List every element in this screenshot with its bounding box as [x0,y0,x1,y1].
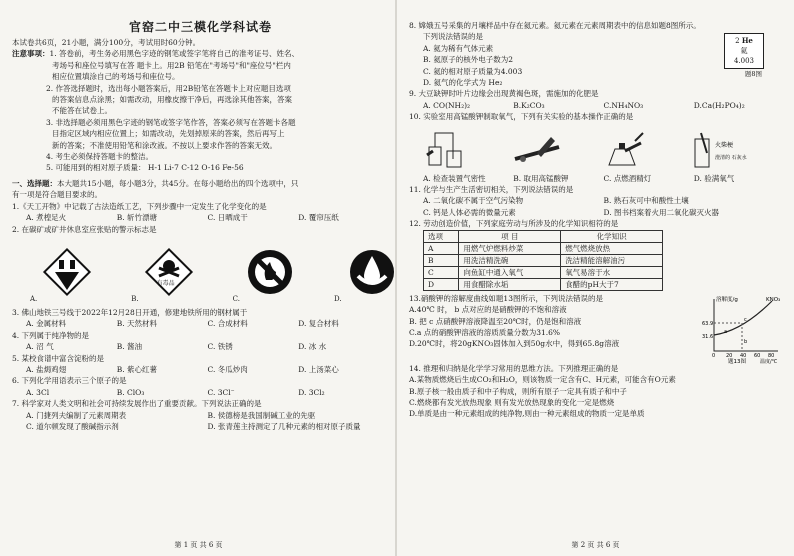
toxic-sign-icon [143,244,195,298]
question-8: 8. 嫦娥五号采集的月壤样品中存在氦元素。氦元素在元素周期表中的信息如题8图所示。 [409,21,701,30]
chart-ytick: 31.6 [702,333,714,340]
option-c[interactable]: C.a 点的硝酸钾溶液的溶质质量分数为31.6% [409,327,561,337]
table-row[interactable] [424,242,663,254]
question-1-options [12,212,389,223]
section-detail: 本大题共15小题，每小题3分，共45分。在每小题给出的四个选项中，只 [57,178,299,188]
table-cell: 燃气燃烧放热 [561,242,663,254]
question-4-options [12,341,389,352]
question-12-table [423,230,663,291]
option-b[interactable]: B. 天然材料 [116,319,158,329]
table-header: 选项 [424,230,459,242]
chart-xtick: 60 [754,352,761,359]
chart-ylabel: 溶解度/g [716,296,738,303]
table-cell: 食醋的pH大于7 [561,278,663,290]
option-c[interactable]: C. 道尔顿发现了酸碱指示剂 [26,421,119,431]
option-b[interactable]: B. 侯德榜是我国制碱工业的先驱 [207,410,316,420]
chart-caption: 题13图 [728,358,746,365]
question-12: 12. 劳动创造价值，下列家庭劳动与所涉及的化学知识相符的是 [409,219,619,229]
table-row[interactable] [424,278,663,290]
chart-xlabel: 温度/℃ [760,358,778,365]
section-detail-2: 有一项是符合题目要求的。 [12,190,102,200]
option-a[interactable]: A. 盐焗鸡翅 [26,364,67,374]
option-b[interactable]: B. 紫心红薯 [116,364,158,374]
chart-xtick: 40 [740,352,747,359]
sign-label-d[interactable]: D. [334,294,342,303]
note-line: 的答案信息点涂黑；如需改动，用橡皮擦干净后，再选涂其他答案，答案 [52,95,292,105]
option-c[interactable]: C. 钙是人体必需的微量元素 [423,207,516,217]
question-7: 7. 科学家对人类文明和社会可持续发展作出了重要贡献。下列说法正确的是 [12,399,262,409]
note-line: 目指定区域内相应位置上；如需改动，先划掉原来的答案，然后再写上 [52,129,285,139]
notes-label: 注意事项： [12,49,50,59]
exam-title: 官窑二中三模化学科试卷 [128,20,272,34]
light-alcohol-lamp-icon [595,129,655,169]
option-d[interactable]: D.单质是由一种元素组成的纯净物,则由一种元素组成的物质一定是单质 [409,409,645,419]
exam-intro: 本试卷共6页，21小题，满分100分，考试用时60分钟。 [12,38,201,47]
page-footer: 第 2 页 共 6 页 [571,541,620,549]
kno3-curve [714,301,772,335]
lab-label-matchstick: 火柴梗 [715,141,734,149]
note-line: 新的答案；不准使用铅笔和涂改液。不按以上要求作答的答案无效。 [52,140,277,150]
question-5-options [12,364,389,375]
question-1: 1.《天工开物》中记载了古法造纸工艺，下列步骤中一定发生了化学变化的是 [12,201,267,211]
note-line: 相应位置填涂自己的考场号和座位号。 [52,72,180,82]
notes-block [12,48,389,59]
note-line: 4. 考生必须保持答题卡的整洁。 [46,152,154,162]
table-cell: D [424,278,459,290]
option-a[interactable]: A. 门捷列夫编制了元素周期表 [26,410,127,420]
option-b[interactable]: B. 熟石灰可中和酸性土壤 [603,196,689,206]
option-b[interactable]: B. 酱油 [116,342,143,352]
table-row[interactable] [424,266,663,278]
table-header: 项 目 [459,230,561,242]
option-c[interactable]: C. 铁锈 [207,342,233,352]
airtightness-check-icon [423,129,483,169]
option-c[interactable]: C.NH₄NO₃ [603,100,644,110]
sign-label-b[interactable]: B. [131,294,139,303]
take-reagent-icon [509,129,569,169]
option-d[interactable]: D. 覆帘压纸 [298,213,339,223]
option-d[interactable]: D. 冰 水 [298,342,327,352]
table-cell: 用洗洁精洗碗 [459,254,561,266]
question-8-body [409,31,784,88]
page-footer: 第 1 页 共 6 页 [174,541,223,549]
question-4: 4. 下列属于纯净物的是 [12,330,90,340]
note-line: 考场号和座位号填写在答 题卡上。用2B 铅笔在"考场号"和"座位号"栏内 [52,60,291,70]
corrosive-sign-icon [41,244,93,298]
option-d[interactable]: D. 张青莲主持测定了几种元素的相对原子质量 [207,421,361,431]
option-a[interactable]: A.40℃ 时， b 点对应的是硝酸钾的不饱和溶液 [409,305,567,315]
option-b[interactable]: B. ClO₃ [116,387,145,397]
question-2-signs [30,239,389,303]
note-line: 1. 答卷前，考生务必用黑色字迹的钢笔或签字笔将自己的准考证号、姓名、 [49,49,300,59]
option-c[interactable]: C. 3Cl⁻ [207,387,235,397]
option-d[interactable]: D. 复合材料 [298,319,339,329]
chart-point-label: c [744,316,747,323]
question-6-options [12,387,389,398]
option-b[interactable]: B.原子核一般由质子和中子构成，则所有原子一定具有质子和中子 [409,386,627,396]
option-b[interactable]: B.K₂CO₃ [513,100,545,110]
question-5: 5. 某校食谱中富含淀粉的是 [12,353,105,363]
element-mass: 4.003 [733,57,755,66]
option-c[interactable]: C. 合成材料 [207,319,248,329]
table-cell: 洗洁精能溶解油污 [561,254,663,266]
option-a[interactable]: A. 金属材料 [26,319,67,329]
question-6: 6. 下列化学用语表示三个原子的是 [12,376,127,386]
chart-series-label: KNO₃ [766,296,781,303]
question-10-options [409,173,784,184]
option-c[interactable]: C. 日晒成干 [207,213,248,223]
option-a[interactable]: A. 二氧化碳不属于空气污染物 [423,196,524,206]
question-10: 10. 实验室用高锰酸钾制取氧气，下列有关实验的基本操作正确的是 [409,112,634,122]
question-11-options [409,195,784,218]
option-b[interactable]: B. 氦原子的核外电子数为2 [423,55,514,65]
element-symbol: He [741,36,753,46]
oxygen-check-icon [681,129,747,169]
option-b[interactable]: B. 把 c 点硝酸钾溶液降温至20℃时，仍是饱和溶液 [409,316,582,326]
option-c[interactable]: C.燃烧都有发光放热现象 则有发光放热现象的变化一定是燃烧 [409,397,615,407]
note-line: 不能答在试卷上。 [52,106,112,116]
question-14: 14. 推理和归纳是化学学习常用的思维方法。下列推理正确的是 [409,363,619,373]
lab-operation-figures [423,127,784,171]
option-a[interactable]: A. 氦为稀有气体元素 [423,43,494,53]
water-save-sign-icon [346,244,398,298]
table-cell: 用食醋除水垢 [459,278,561,290]
question-7-options [12,410,389,433]
question-2: 2. 在碳矿或矿井休息室应张贴的警示标志是 [12,224,157,234]
note-line: 3. 非选择题必须用黑色字迹的钢笔或签字笔作答，答案必须写在答题卡各题 [46,117,296,127]
option-b[interactable]: B. 取用高锰酸钾 [513,173,569,183]
option-d[interactable]: D. 氦气的化学式为 He₂ [423,78,503,88]
element-name: 氦 [740,47,748,56]
option-d[interactable]: D. 3Cl₂ [298,387,325,397]
chart-point-label: a [724,328,728,335]
table-cell: 用燃气炉燃料炒菜 [459,242,561,254]
option-c[interactable]: C. 冬瓜炒肉 [207,364,248,374]
chart-xtick: 20 [726,352,733,359]
chart-xtick: 0 [712,352,716,359]
figure-caption: 题8图 [744,70,762,79]
question-3-options [12,318,389,329]
option-d[interactable]: D.20℃时，将20gKNO₃固体加入到50g水中，得到65.8g溶液 [409,339,620,349]
option-c[interactable]: C. 点燃酒精灯 [603,173,652,183]
helium-element-card [724,33,764,69]
question-13: 13.硝酸钾的溶解度曲线如题13图所示，下列说法错误的是 [409,293,603,303]
option-d[interactable]: D. 验满氧气 [693,173,735,183]
right-page [397,0,794,556]
table-header-row [424,230,663,242]
sign-label-c[interactable]: C. [232,294,240,303]
chart-ytick: 63.9 [702,320,714,327]
table-cell: A [424,242,459,254]
section-heading [12,178,389,189]
table-cell: 氧气易溶于水 [561,266,663,278]
option-b[interactable]: B. 斩竹漂塘 [116,213,158,223]
table-row[interactable] [424,254,663,266]
toxic-sign-text: 有毒品 [156,279,175,287]
option-a[interactable]: A. CO(NH₂)₂ [423,100,471,110]
element-number-symbol [725,36,763,46]
element-number: 2 [735,37,740,46]
note-line: 2. 作答选择题时，选出每小题答案后，用2B铅笔在答题卡上对应题目选项 [46,83,291,93]
option-a[interactable]: A. 煮楻足火 [26,213,67,223]
question-8-sub: 下列说法错误的是 [423,32,483,42]
solubility-curve-figure [702,293,784,363]
option-a[interactable]: A.某物质燃烧后生成CO₂和H₂O，则该物质一定含有C、H元素，可能含有O元素 [409,375,676,385]
table-cell: 向鱼缸中通入氧气 [459,266,561,278]
no-fire-sign-icon [244,244,296,298]
option-d[interactable]: D. 图书档案着火用二氧化碳灭火器 [603,207,720,217]
question-8-options [409,31,522,88]
question-13-body [409,293,784,363]
question-9: 9. 大豆缺钾时叶片边缘会出现黄褐色斑，需施加的化肥是 [409,89,599,99]
chart-point-label: b [744,338,748,345]
element-card-figure [724,31,784,78]
section-title: 一、选择题： [12,178,57,188]
option-a[interactable]: A. 检查装置气密性 [423,173,486,183]
question-11: 11. 化学与生产生活密切相关，下列说法错误的是 [409,185,574,195]
sign-label-a[interactable]: A. [30,294,38,303]
chart-xtick: 80 [768,352,775,359]
lab-label-limewater: 澄清的 石灰水 [715,154,747,161]
note-line: 5. 可能用到的相对原子质量： H-1 Li-7 C-12 O-16 Fe-56 [46,163,244,173]
option-a[interactable]: A. 沼 气 [26,342,54,352]
option-a[interactable]: A. 3Cl [26,387,50,397]
table-header: 化学知识 [561,230,663,242]
option-d[interactable]: D. 上汤菜心 [298,364,339,374]
table-cell: B [424,254,459,266]
question-13-text [409,293,619,350]
question-9-options [409,100,784,111]
option-d[interactable]: D.Ca(H₂PO₄)₂ [693,100,745,110]
table-cell: C [424,266,459,278]
option-c[interactable]: C. 氦的相对原子质量为4.003 [423,66,523,76]
question-3: 3. 佛山地铁三号线于2022年12月28日开通，修建地铁所用的钢材属于 [12,307,248,317]
